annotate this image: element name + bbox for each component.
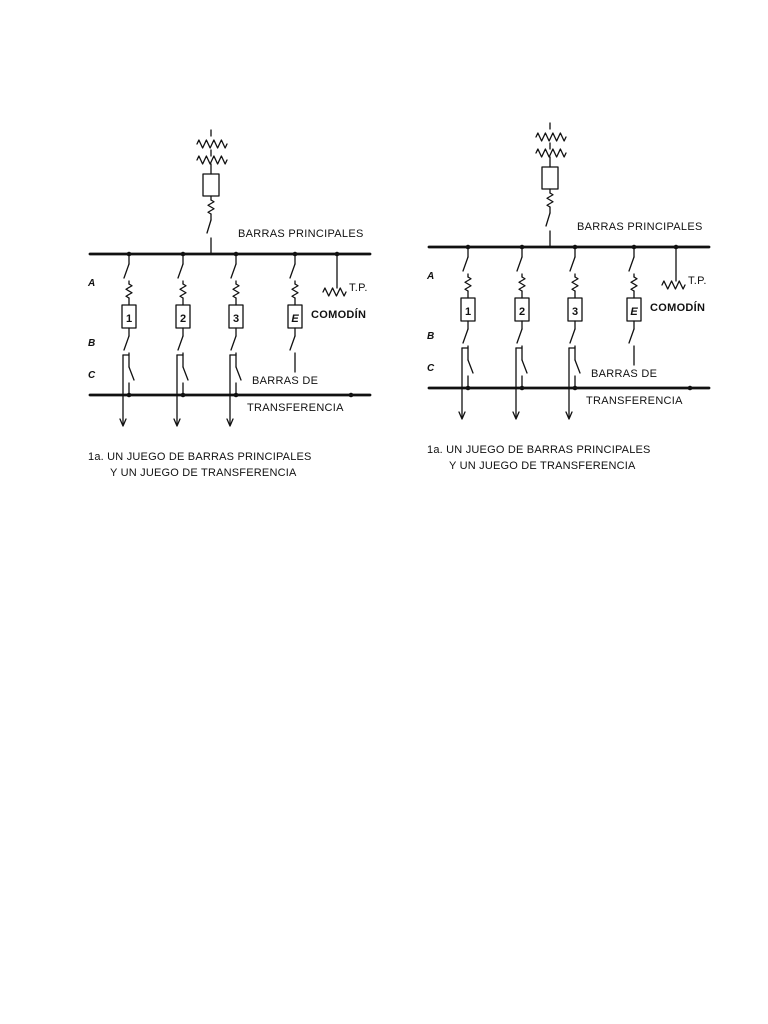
transfer-bus-label-1: BARRAS DE: [591, 368, 658, 380]
disconnect-switch-icon: [183, 367, 188, 380]
disconnect-switch-icon: [468, 360, 473, 373]
row-label-a: A: [88, 278, 96, 289]
transfer-bus-label-1: BARRAS DE: [252, 375, 319, 387]
transformer-winding-icon: [197, 140, 227, 148]
caption-line-2: Y UN JUEGO DE TRANSFERENCIA: [449, 460, 636, 472]
row-label-c: C: [88, 370, 96, 381]
disconnect-switch-icon: [290, 336, 295, 350]
transformer-winding-icon: [536, 149, 566, 157]
main-bus-label: BARRAS PRINCIPALES: [238, 228, 364, 240]
row-label-b: B: [427, 331, 435, 342]
row-label-a: A: [427, 271, 435, 282]
current-transformer-icon: [233, 284, 239, 298]
current-transformer-icon: [631, 277, 637, 291]
disconnect-switch-icon: [178, 264, 183, 278]
disconnect-switch-icon: [463, 257, 468, 271]
disconnect-switch-icon: [231, 336, 236, 350]
current-transformer-icon: [208, 200, 214, 214]
row-label-c: C: [427, 363, 435, 374]
disconnect-switch-icon: [124, 264, 129, 278]
pt-label: T.P.: [688, 275, 707, 287]
main-bus-label: BARRAS PRINCIPALES: [577, 221, 703, 233]
bay-3-label: 3: [232, 313, 240, 325]
spare-label: COMODÍN: [650, 302, 706, 314]
current-transformer-icon: [292, 284, 298, 298]
single-line-diagram-right: [426, 123, 709, 472]
disconnect-switch-icon: [629, 329, 634, 343]
disconnect-switch-icon: [522, 360, 527, 373]
bus-junction-dot: [688, 386, 693, 391]
current-transformer-icon: [519, 277, 525, 291]
current-transformer-icon: [572, 277, 578, 291]
disconnect-switch-icon: [236, 367, 241, 380]
disconnect-switch-icon: [178, 336, 183, 350]
disconnect-switch-icon: [546, 213, 550, 226]
disconnect-switch-icon: [575, 360, 580, 373]
row-label-b: B: [88, 338, 96, 349]
bus-junction-dot: [349, 393, 354, 398]
transfer-bus-label-2: TRANSFERENCIA: [586, 395, 683, 407]
current-transformer-icon: [180, 284, 186, 298]
bay-1-label: 1: [464, 306, 472, 318]
bay-e-label: E: [291, 313, 299, 325]
disconnect-switch-icon: [231, 264, 236, 278]
disconnect-switch-icon: [124, 336, 129, 350]
disconnect-switch-icon: [517, 257, 522, 271]
current-transformer-icon: [547, 193, 553, 207]
disconnect-switch-icon: [570, 329, 575, 343]
current-transformer-icon: [465, 277, 471, 291]
disconnect-switch-icon: [207, 220, 211, 233]
disconnect-switch-icon: [517, 329, 522, 343]
disconnect-switch-icon: [629, 257, 634, 271]
disconnect-switch-icon: [129, 367, 134, 380]
disconnect-switch-icon: [570, 257, 575, 271]
bay-3-label: 3: [571, 306, 579, 318]
disconnect-switch-icon: [463, 329, 468, 343]
bay-1-label: 1: [125, 313, 133, 325]
transfer-bus-label-2: TRANSFERENCIA: [247, 402, 344, 414]
caption-line-2: Y UN JUEGO DE TRANSFERENCIA: [110, 467, 297, 479]
pt-label: T.P.: [349, 282, 368, 294]
bay-e-label: E: [630, 306, 638, 318]
breaker-icon: [203, 174, 219, 196]
diagram-drawing: [90, 130, 370, 426]
caption-line-1: 1a. UN JUEGO DE BARRAS PRINCIPALES: [427, 444, 651, 456]
caption-line-1: 1a. UN JUEGO DE BARRAS PRINCIPALES: [88, 451, 312, 463]
single-line-diagram-left: [87, 130, 370, 479]
current-transformer-icon: [126, 284, 132, 298]
diagram-drawing: [429, 123, 709, 419]
potential-transformer-icon: [662, 281, 685, 289]
breaker-icon: [542, 167, 558, 189]
bay-2-label: 2: [179, 313, 187, 325]
transformer-winding-icon: [536, 133, 566, 141]
spare-label: COMODÍN: [311, 309, 367, 321]
bay-2-label: 2: [518, 306, 526, 318]
potential-transformer-icon: [323, 288, 346, 296]
disconnect-switch-icon: [290, 264, 295, 278]
transformer-winding-icon: [197, 156, 227, 164]
